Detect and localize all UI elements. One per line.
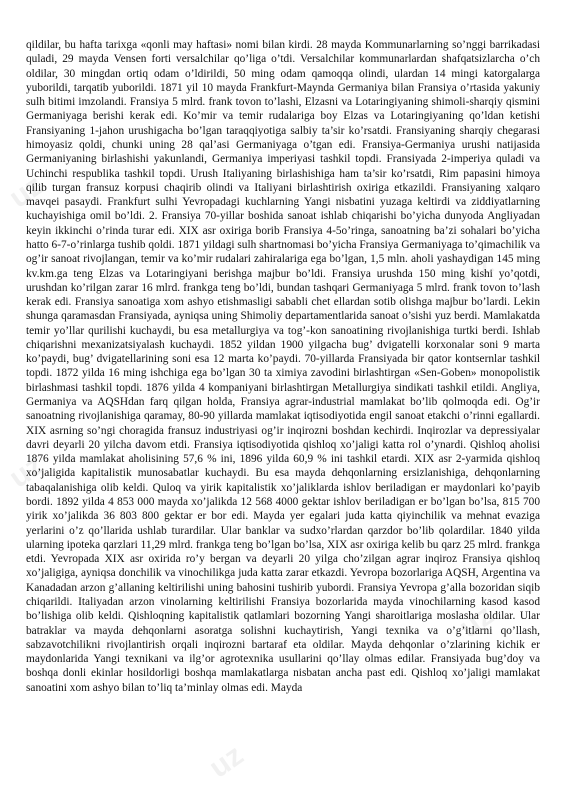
document-page xyxy=(26,38,540,695)
watermark-1: uz xyxy=(3,168,50,215)
body-text: qildilar, bu hafta tarixga «qonli may haftasi» nomi bilan kirdi. 28 mayda Kommunarlarning so’nggi barrikadasi quladi, 29 mayda Vensen forti versalchilar qo’liga o’tdi. Versalchilar kommunarlardan shafqatsizlarcha o’ch oldilar, 30 mingdan ortiq odam o’ldirildi, 50 ming odam qamoqqa olindi, ulardan 14 mingi katorgalarga yuborildi, tarqatib yuborildi. 1871 yil 10 mayda Frankfurt-Maynda Germaniya bilan Fransiya o’rtasida yakuniy sulh bitimi imzolandi. Fransiya 5 mlrd. frank tovon to’lashi, Elzasni va Lotaringiyaning shimoli-sharqiy qismini Germaniyaga berishi kerak edi. Ko’mir va temir rudalariga boy Elzas va Lotaringiyaning qo’ldan ketishi Fransiyaning 1-jahon urushigacha bo’lgan taraqqiyotiga salbiy ta’sir ko’rsatdi. Fransiyaning sharqiy chegarasi himoyasiz qoldi, chunki uning 28 qal’asi Germaniyaga o’tgan edi. Fransiya-Germaniya urushi natijasida Germaniyaning birlashishi yakunlandi, Germaniya imperiyasi tashkil topdi. Fransiyada 2-imperiya quladi va Uchinchi respublika tashkil topdi. Urush Italiyaning birlashishiga ham ta’sir ko’rsatdi, Rim papasini himoya qilib turgan fransuz korpusi chaqirib olindi va Italiyani birlashtirish oxiriga etkazildi. Fransiyaning xalqaro mavqei pasaydi. Frankfurt sulhi Yevropadagi kuchlarning Yangi nisbatini yuzaga keltirdi va ziddiyatlarning kuchayishiga omil bo’ldi. 2. Fransiya 70-yillar boshida sanoat ishlab chiqarishi bo’yicha dunyoda Angliyadan keyin ikkinchi o’rinda turar edi. XIX asr oxiriga borib Fransiya 4-5o’ringa, sanoatning ba’zi sohalari bo’yicha hatto 6-7-o’rinlarga tushib qoldi. 1871 yildagi sulh shartnomasi bo’yicha Fransiya Germaniyaga to’qimachilik va og’ir sanoat rivojlangan, temir va ko’mir rudalari zahiralariga ega bo’lgan, 1,5 mln. aholi yashaydigan 145 ming kv.km.ga teng Elzas va Lotaringiyani berishga majbur bo’ldi. Fransiya urushda 150 ming kishi yo’qotdi, urushdan ko’rilgan zarar 16 mlrd. frankga teng bo’ldi, bundan tashqari Germaniyaga 5 mlrd. frank tovon to’lash kerak edi. Fransiya sanoatiga xom ashyo etishmasligi sababli chet ellardan sotib olishga majbur bo’lardi. Lekin shunga qaramasdan Fransiyada, ayniqsa uning Shimoliy departamentlarida sanoat o’sishi yuz berdi. Mamlakatda temir yo’llar qurilishi kuchaydi, bu esa metallurgiya va tog’-kon sanoatining rivojlanishiga turtki berdi. Ishlab chiqarishni mexanizatsiyalash kuchaydi. 1852 yildan 1900 yilgacha bug’ dvigatelli korxonalar soni 9 marta ko’paydi, bug’ dvigatellarining soni esa 12 marta ko’paydi. 70-yillarda Fransiyada bir qator kontsernlar tashkil topdi. 1872 yilda 16 ming ishchiga ega bo’lgan 30 ta ximiya zavodini birlashtirgan «Sen-Goben» monopolistik birlashmasi tashkil topdi. 1876 yilda 4 kompaniyani birlashtirgan Metallurgiya sindikati tashkil etildi. Angliya, Germaniya va AQSHdan farq qilgan holda, Fransiya agrar-industrial mamlakat bo’lib qolmoqda edi. Og’ir sanoatning rivojlanishiga qaramay, 80-90 yillarda mamlakat iqtisodiyotida engil sanoat etakchi o’rinni egallardi. XIX asrning so’ngi choragida fransuz industriyasi og’ir inqirozni boshdan kechirdi. Inqirozlar va depressiyalar davri deyarli 20 yilcha davom etdi. Fransiya iqtisodiyotida qishloq xo’jaligi katta rol o’ynardi. Qishloq aholisi 1876 yilda mamlakat aholisining 57,6 % ini, 1896 yilda 60,9 % ini tashkil etardi. XIX asr 2-yarmida qishloq xo’jaligida kapitalistik munosabatlar kuchaydi. Bu esa mayda dehqonlarning ersizlanishiga, dehqonlarning tabaqalanishiga olib keldi. Quloq va yirik kapitalistik xo’jaliklarda ishlov beriladigan er maydonlari ko’payib bordi. 1892 yilda 4 853 000 mayda xo’jalikda 12 568 4000 gektar ishlov beriladigan er bo’lgan bo’lsa, 815 700 yirik xo’jalikda 36 803 800 gektar er bor edi. Mayda yer egalari juda katta qiyinchilik va mehnat evaziga yerlarini o’z qo’llarida ushlab turardilar. Ular banklar va sudxo’rlardan qarzdor bo’lib qolardilar. 1840 yilda ularning ipoteka qarzlari 11,29 mlrd. frankga teng bo’lgan bo’lsa, XIX asr oxiriga kelib bu qarz 25 mlrd. frankga etdi. Yevropada XIX asr oxirida ro’y bergan va deyarli 20 yilga cho’zilgan agrar inqiroz Fransiya qishloq xo’jaligiga, ayniqsa donchilik va vinochilikga juda katta zarar etkazdi. Yevropa bozorlariga AQSH, Argentina va Kanadadan arzon g’allaning keltirilishi uning bahosini tushirib yubordi. Fransiya Yevropa g’alla bozoridan siqib chiqarildi. Italiyadan arzon vinolarning keltirilishi Fransiya bozorlarida mayda vinochilarning kasod kasod bo’lishiga olib keldi. Qishloqning kapitalistik qatlamlari bozorning Yangi sharoitlariga moslasha oldilar. Ular batraklar va mayda dehqonlarni asoratga solishni kuchaytirish, Yangi texnika va o’g’itlarni qo’llash, sabzavotchilikni rivojlantirish orqali inqirozni bartaraf eta oldilar. Mayda dehqonlar o’zlarining kichik er maydonlarida Yangi texnikani va ilg’or agrotexnika usullarini qo’llay olmas edilar. Fransiyada bug’doy va boshqa donli ekinlar hosildorligi boshqa mamlakatlarga nisbatan ancha past edi. Qishloq xo’jaligi mamlakat sanoatini xom ashyo bilan to’liq ta’minlay olmas edi. Mayda xyxy=(26,39,540,694)
watermark-3: uz xyxy=(203,738,250,785)
watermark-2: uz xyxy=(3,448,50,495)
watermark-5: uz xyxy=(453,598,500,645)
watermark-4: uz xyxy=(453,248,500,295)
